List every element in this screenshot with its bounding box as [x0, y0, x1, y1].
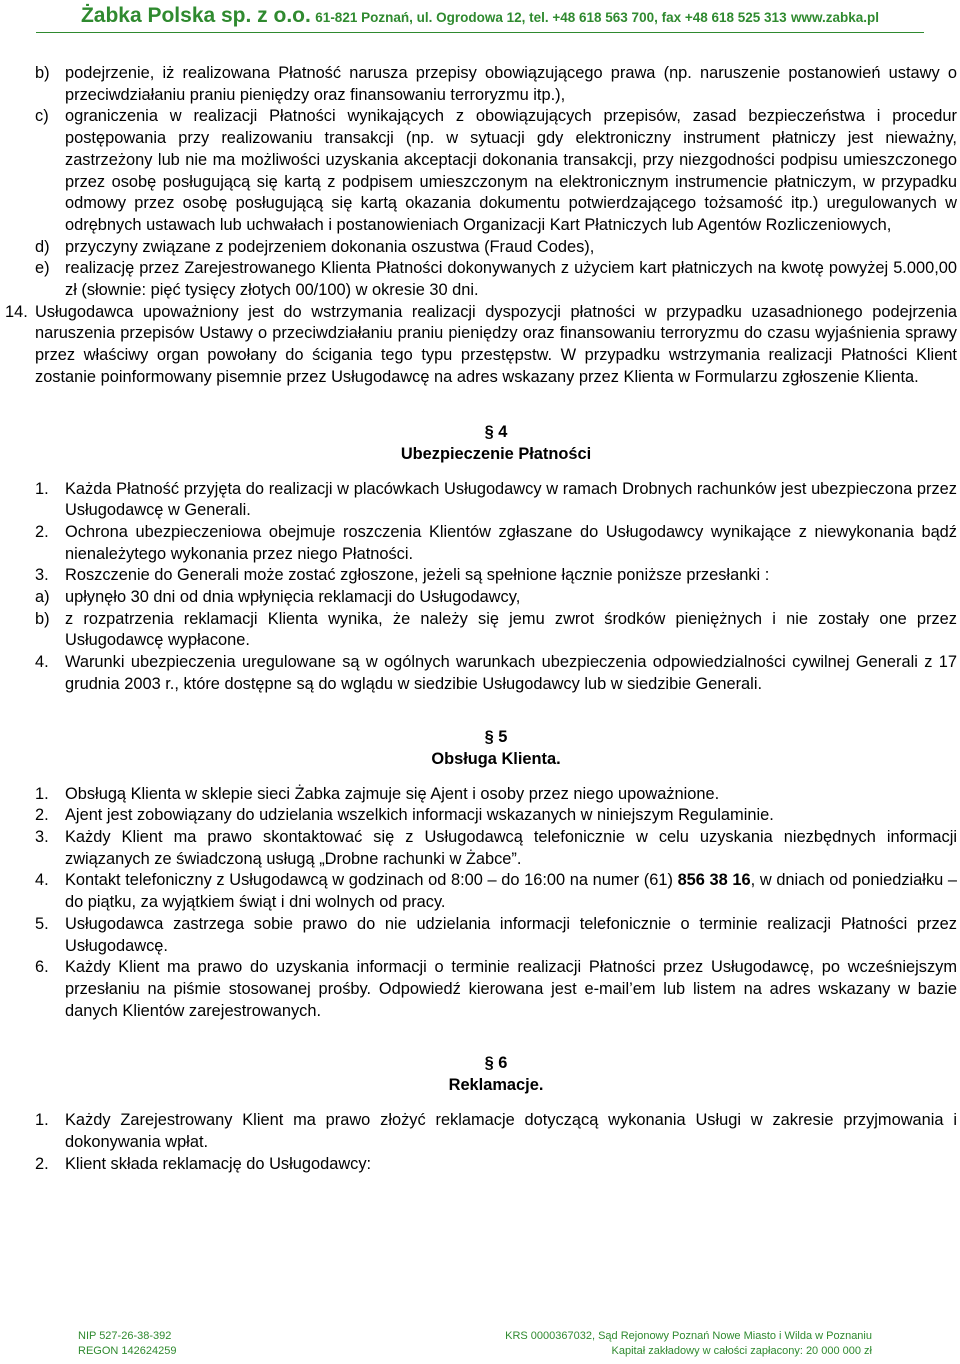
- section-heading: [35, 421, 957, 465]
- list-item: [35, 237, 957, 259]
- section-title: Ubezpieczenie Płatności: [400, 444, 592, 463]
- company-name: Żabka Polska sp. z o.o.: [80, 4, 311, 27]
- letterhead: [0, 4, 960, 28]
- item-number: 4.: [35, 653, 49, 672]
- item-text: Roszczenie do Generali może zostać zgłoszone, jeżeli są spełnione łącznie poniższe przesłanki :: [65, 566, 770, 585]
- list-item: [35, 63, 957, 106]
- numbered-item: [35, 784, 957, 806]
- numbered-item: [35, 522, 957, 565]
- item-text: Usługodawca upoważniony jest do wstrzymania realizacji dyspozycji płatności w przypadku uzasadnionego podejrzenia naruszenia przepisów Ustawy o przeciwdziałaniu praniu pieniędzy oraz finansowaniu terroryzmu do czasu wyjaśnienia sprawy przez właściwy organ powołany do ścigania tego typu przestępstw. W przypadku wstrzymania realizacji Płatności Klient zostanie poinformowany pisemnie przez Usługodawcę na adres wskazany przez Klienta w Formularzu zgłoszenie Klienta.: [35, 302, 957, 386]
- numbered-item: [35, 652, 957, 695]
- numbered-item: [35, 805, 957, 827]
- list-item: [35, 609, 957, 652]
- section-number: § 5: [484, 727, 508, 746]
- nip-number: NIP 527-26-38-392: [78, 1330, 172, 1342]
- item-marker: a): [35, 588, 50, 607]
- item-text: realizację przez Zarejestrowanego Klienta Płatności dokonywanych z użyciem kart płatniczych na kwotę powyżej 5.000,00 zł (słownie: pięć tysięcy złotych 00/100) w okresie 30 dni.: [65, 259, 957, 300]
- item-text: [65, 870, 957, 913]
- item-text: Obsługą Klienta w sklepie sieci Żabka zajmuje się Ajent i osoby przez niego upoważnione.: [65, 784, 720, 803]
- list-item: [35, 106, 957, 236]
- item-text: Usługodawca zastrzega sobie prawo do nie udzielania informacji telefonicznie o terminie realizacji Płatności przez Usługodawcę.: [65, 914, 957, 955]
- item-number: 1.: [35, 1111, 49, 1130]
- list-item: [35, 587, 957, 609]
- footer-left: [78, 1329, 176, 1359]
- item-text: z rozpatrzenia reklamacji Klienta wynika, że należy się jemu zwrot środków pieniężnych i nie zostały one przez Usługodawcę wypłacone.: [65, 609, 957, 650]
- numbered-item: [35, 827, 957, 870]
- page-footer: [78, 1329, 878, 1359]
- numbered-item: [35, 1154, 957, 1176]
- item-text: Warunki ubezpieczenia uregulowane są w ogólnych warunkach ubezpieczenia odpowiedzialności cywilnej Generali z 17 grudnia 2003 r., które dostępne są do wglądu w siedzibie Usługodawcy lub w siedzibie Generali.: [65, 653, 957, 693]
- item-text: Każdy Zarejestrowany Klient ma prawo złożyć reklamacje dotyczącą wykonania Usługi w zakresie przyjmowania i dokonywania wpłat.: [65, 1111, 957, 1152]
- item-number: 5.: [35, 914, 49, 933]
- document-body: [5, 63, 958, 1175]
- item-number: 2.: [35, 522, 49, 541]
- item-marker: d): [35, 237, 50, 256]
- item-text: Ochrona ubezpieczeniowa obejmuje roszczenia Klientów zgłaszane do Usługodawcy wynikające z niewykonania bądź nienależytego wykonania przez niego Płatności.: [65, 522, 957, 563]
- footer-right: [505, 1329, 872, 1359]
- phone-number: 856 38 16: [677, 871, 751, 890]
- section-heading: [35, 1052, 957, 1096]
- numbered-item: [5, 302, 957, 389]
- krs-info: KRS 0000367032, Sąd Rejonowy Poznań Nowe Miasto i Wilda w Poznaniu: [505, 1330, 872, 1342]
- numbered-item: [35, 957, 957, 1022]
- numbered-item: [35, 565, 957, 587]
- item-marker: e): [35, 259, 50, 278]
- section-number: § 4: [484, 422, 508, 441]
- item-number: 2.: [35, 1154, 49, 1173]
- numbered-item: [35, 914, 957, 957]
- item-text: ograniczenia w realizacji Płatności wynikających z obowiązujących przepisów, zasad bezpieczeństwa i procedur postępowania przy realizowaniu transakcji (np. w sytuacji gdy elektroniczny instrument płatniczy jest nieważny, zastrzeżony lub nie ma możliwości uzyskania akceptacji dokonania transakcji, przy niezgodności podpisu umieszczonego przez osobę posługującą się kartą z podpisem umieszczonym na elektronicznym instrumencie płatniczym, w przypadku odmowy przez osobę posługującą się kartą okazania dokumentu potwierdzającego tożsamość itp.) uregulowanych w odrębnych ustawach lub uchwałach i postanowieniach Organizacji Kart Płatniczych lub Agentów Rozliczeniowych,: [65, 107, 957, 234]
- item-number: 2.: [35, 806, 49, 825]
- header-divider: [36, 32, 924, 33]
- numbered-item: [35, 479, 957, 522]
- list-item: [35, 258, 957, 301]
- item-marker: c): [35, 107, 49, 126]
- item-marker: b): [35, 64, 50, 82]
- item-text: upłynęło 30 dni od dnia wpłynięcia reklamacji do Usługodawcy,: [65, 588, 521, 607]
- section-title: Reklamacje.: [448, 1076, 544, 1095]
- section-heading: [35, 726, 957, 770]
- regon-number: REGON 142624259: [78, 1345, 177, 1357]
- item-text: Każdy Klient ma prawo do uzyskania informacji o terminie realizacji Płatności przez Usługodawcę, po wcześniejszym przesłaniu na piśmie stosowanej prośby. Odpowiedź kierowana jest e-mail’em lub listem na adres wskazany w bazie danych Klientów zarejestrowanych.: [65, 958, 957, 1020]
- item-text: Każda Płatność przyjęta do realizacji w placówkach Usługodawcy w ramach Drobnych rachunków jest ubezpieczona przez Usługodawcę w Generali.: [65, 479, 957, 520]
- item-text-part: Kontakt telefoniczny z Usługodawcą w godzinach od 8:00 – do 16:00 na numer (61): [65, 871, 678, 890]
- item-number: 3.: [35, 566, 49, 585]
- item-text: podejrzenie, iż realizowana Płatność narusza przepisy obowiązującego prawa (np. naruszenie postanowień ustawy o przeciwdziałaniu praniu pieniędzy oraz finansowaniu terroryzmu itp.),: [65, 64, 957, 104]
- item-number: 4.: [35, 871, 49, 890]
- item-text: przyczyny związane z podejrzeniem dokonania oszustwa (Fraud Codes),: [65, 237, 595, 256]
- item-text: Każdy Klient ma prawo skontaktować się z Usługodawcą telefonicznie w celu uzyskania niezbędnych informacji związanych ze świadczoną usługą „Drobne rachunki w Żabce”.: [65, 827, 957, 868]
- item-number: 3.: [35, 827, 49, 846]
- section-number: § 6: [484, 1054, 508, 1073]
- section-title: Obsługa Klienta.: [431, 749, 561, 768]
- item-number: 1.: [35, 479, 49, 498]
- item-number: 14.: [5, 302, 28, 321]
- item-number: 6.: [35, 958, 49, 977]
- company-website: www.zabka.pl: [791, 10, 880, 25]
- item-number: 1.: [35, 784, 49, 803]
- item-text-part: , w dniach od poniedziałku – do piątku, za wyjątkiem świąt i dni wolnych od pracy.: [65, 871, 958, 912]
- company-address: 61-821 Poznań, ul. Ogrodowa 12, tel. +48 618 563 700, fax +48 618 525 313: [315, 10, 787, 25]
- item-text: Klient składa reklamację do Usługodawcy:: [65, 1154, 372, 1173]
- share-capital: Kapitał zakładowy w całości zapłacony: 20 000 000 zł: [611, 1345, 872, 1357]
- item-text: Ajent jest zobowiązany do udzielania wszelkich informacji wskazanych w niniejszym Regulaminie.: [65, 806, 774, 825]
- numbered-item: [35, 870, 957, 913]
- item-marker: b): [35, 609, 50, 628]
- numbered-item: [35, 1110, 957, 1153]
